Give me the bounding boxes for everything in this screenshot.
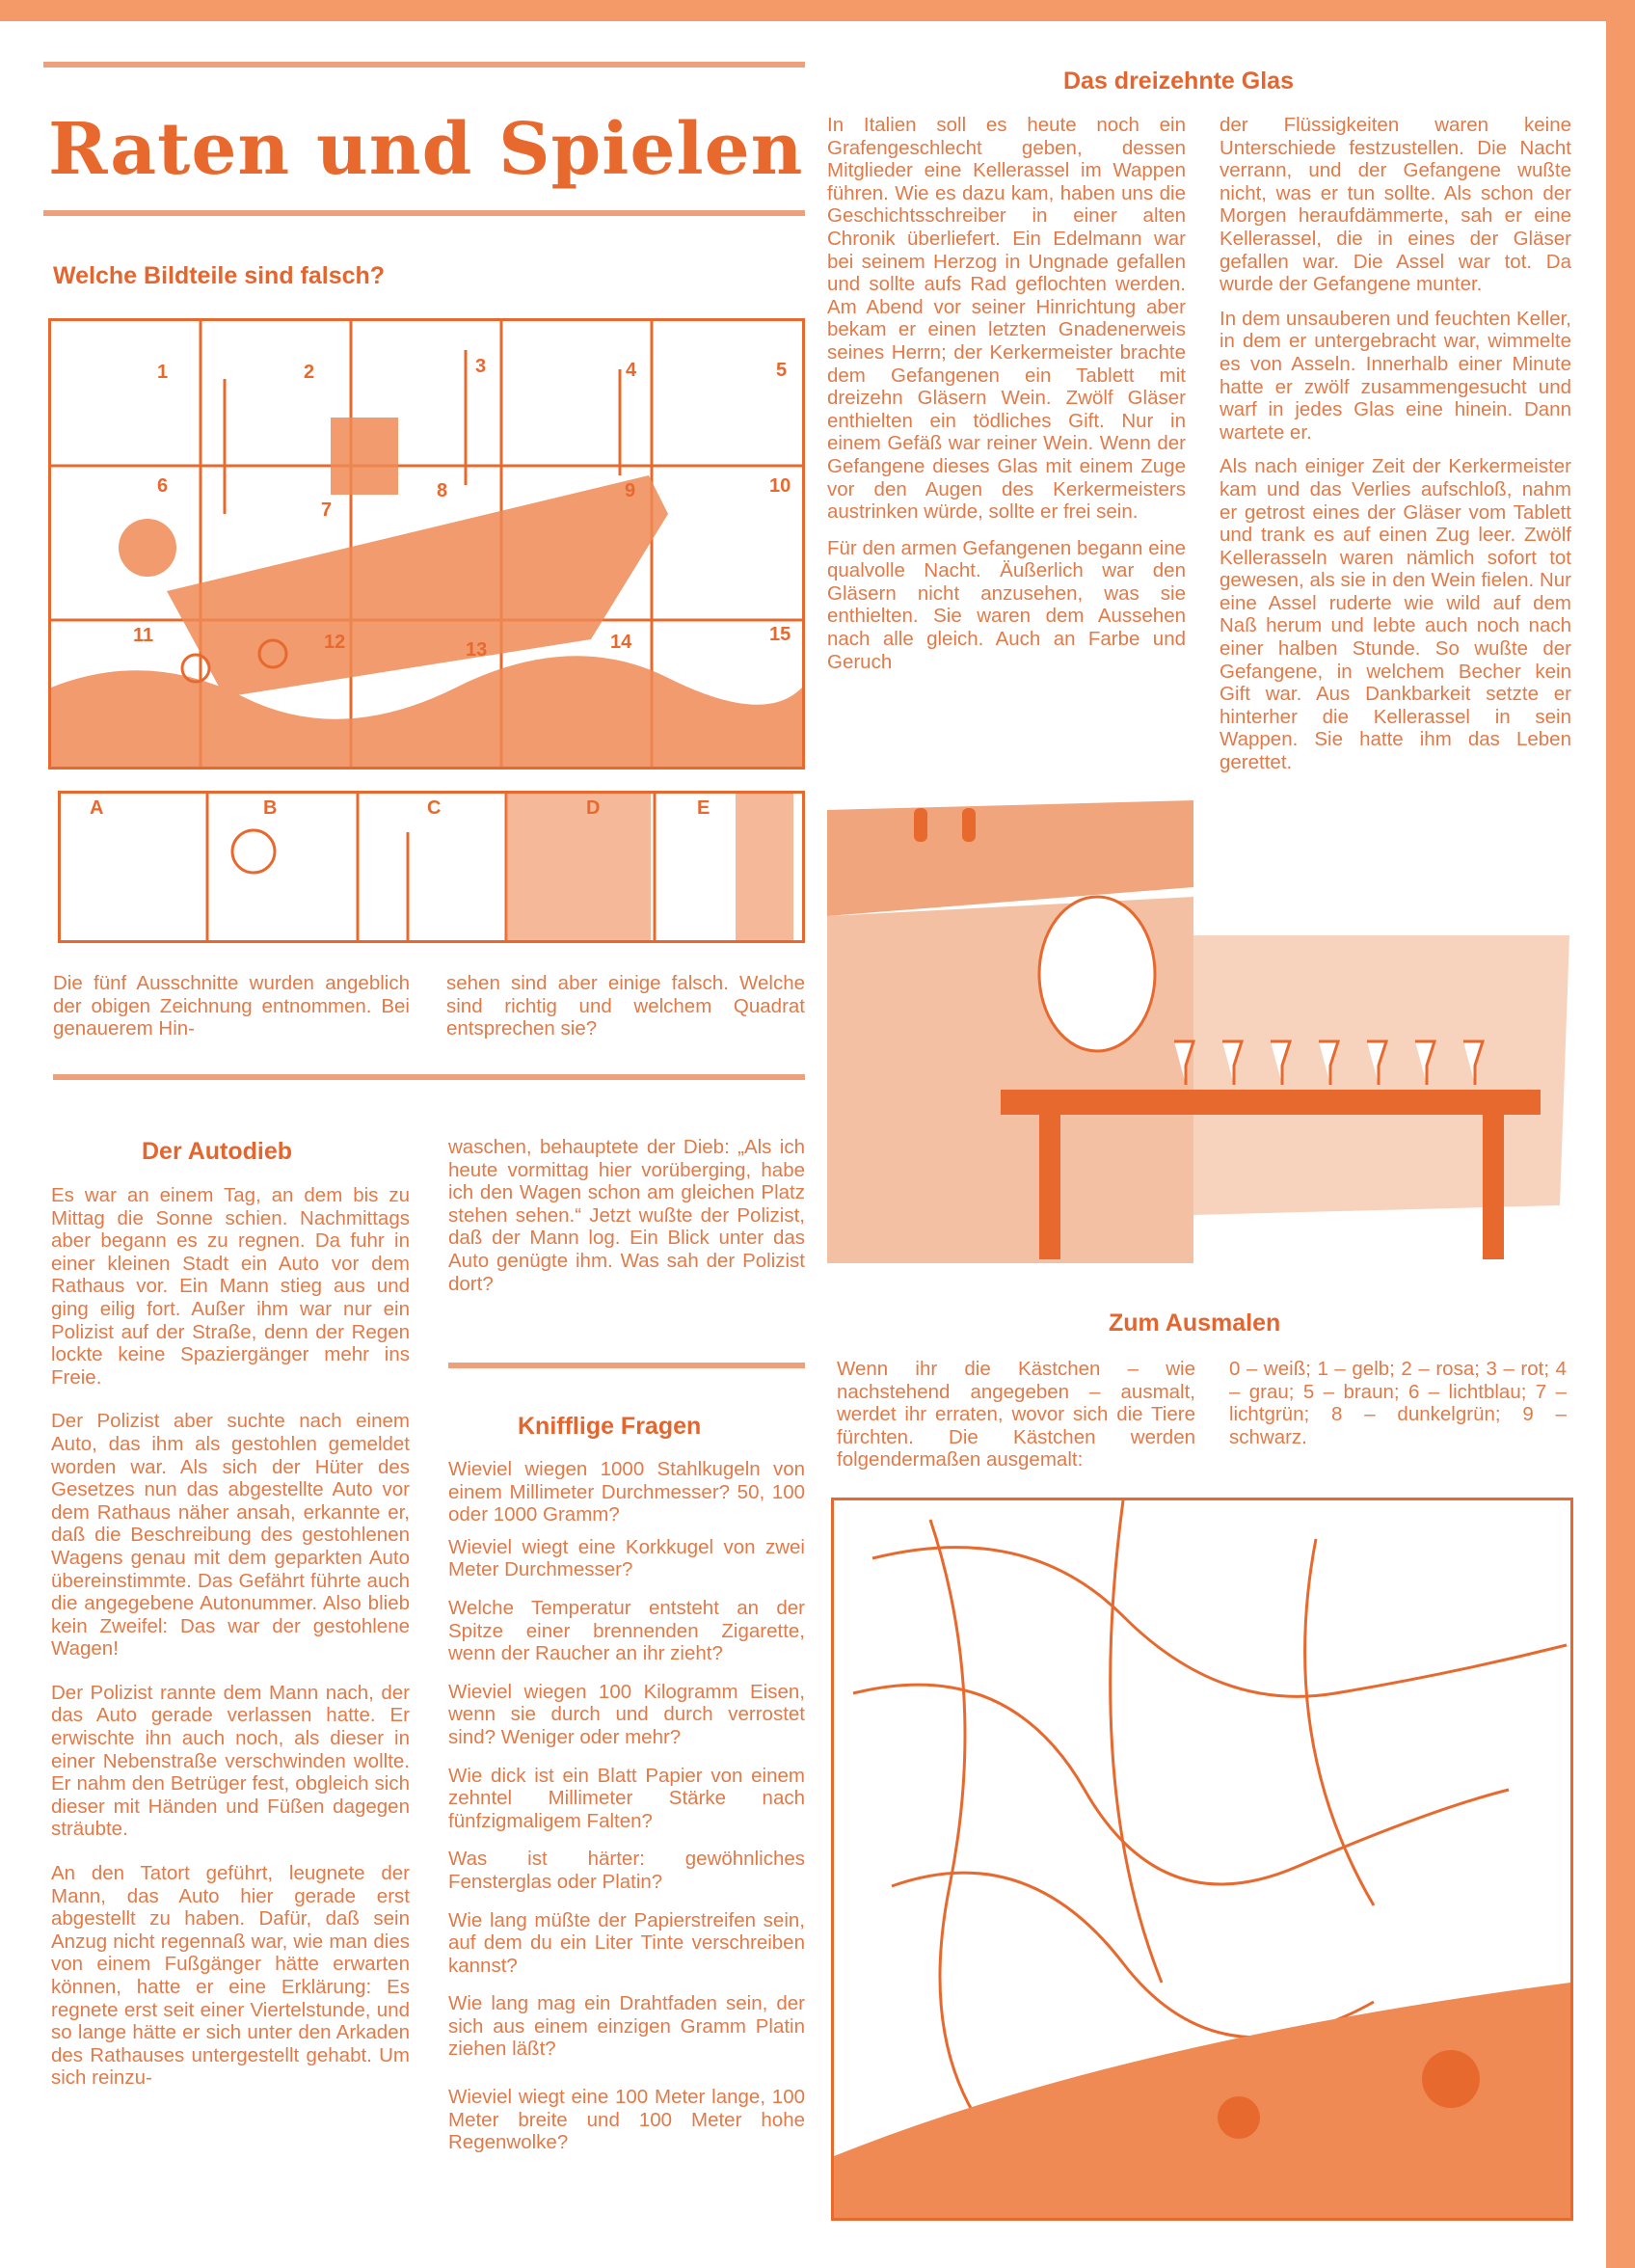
glas-paragraph: der Flüssigkeiten waren keine Unterschiede festzustellen. Die Nacht verrann, und der Gefangene wußte nicht, was er tun sollte. Als schon der Morgen heraufdämmerte, sah er eine Kellerassel, die in eines der Gläser gefallen war. Die Assel war tot. Da wurde der Gefangene munter.: [1220, 114, 1571, 296]
grid-number-9: 9: [625, 480, 636, 501]
color-key: 0 – weiß; 1 – gelb; 2 – rosa; 3 – rot; 4 – grau; 5 – braun; 6 – lichtblau; 7 – lichtgrün; 8 – dunkelgrün; 9 – schwarz.: [1229, 1358, 1567, 1448]
autodieb-paragraph: Es war an einem Tag, an dem bis zu Mittag die Sonne schien. Nachmittags aber begann es zu regnen. Da fuhr in einer kleinen Stadt ein Auto vor dem Rathaus vor. Ein Mann stieg aus und ging eilig fort. Außer ihm war nur ein Polizist auf der Straße, denn der Regen lockte keine Spaziergänger mehr ins Freie.: [51, 1184, 410, 1389]
section-rule: [53, 1074, 805, 1080]
grid-number-14: 14: [610, 632, 632, 653]
question-item: Wie lang mag ein Drahtfaden sein, der sich aus einem einzigen Gramm Platin ziehen läßt?: [448, 1992, 805, 2061]
ausmalen-heading: Zum Ausmalen: [1109, 1310, 1281, 1336]
page-title: Raten und Spielen: [48, 108, 804, 191]
fragen-heading: Knifflige Fragen: [518, 1413, 702, 1440]
ship-puzzle-image: [48, 318, 805, 770]
title-bottom-rule: [43, 210, 805, 216]
autodieb-paragraph: Der Polizist aber suchte nach einem Auto, das ihm als gestohlen gemeldet worden war. Als sich der Hüter des Gesetzes nun das abgestellte Auto vor dem Rathaus näher ansah, erkannte er, daß die Beschreibung des gestohlenen Wagens genau mit dem geparkten Auto übereinstimmte. Das Gefährt führte auch die angegebene Autonummer. Also blieb kein Zweifel: Das war der gestohlene Wagen!: [51, 1410, 410, 1660]
autodieb-col1: [51, 1184, 410, 2099]
autodieb-paragraph: An den Tatort geführt, leugnete der Mann, das Auto hier gerade erst abgestellt zu haben. Dafür, daß sein Anzug nicht regennaß war, wie man dies von einem Fußgänger hätte erwarten können, hatte er eine Erklärung: Es regnete erst seit einer Viertelstunde, und so lange hätte er sich unter den Arkaden des Rathauses untergestellt gehabt. Um sich reinzu-: [51, 1862, 410, 2090]
prisoner-illustration: [827, 800, 1579, 1282]
question-item: Wie dick ist ein Blatt Papier von einem zehntel Millimeter Stärke nach fünfzigmaligem Falten?: [448, 1764, 805, 1832]
autodieb-paragraph: Der Polizist rannte dem Mann nach, der das Auto gerade verlassen hatte. Er erwischte ihn auch noch, als dieser in einer Nebenstraße verschwinden wollte. Er nahm den Betrüger fest, obgleich sich dieser mit Händen und Füßen dagegen sträubte.: [51, 1681, 410, 1841]
coloring-picture: [831, 1498, 1573, 2221]
bildteile-heading: Welche Bildteile sind falsch?: [53, 262, 386, 289]
fragen-rule: [448, 1363, 805, 1368]
ausmalen-col2: [1229, 1358, 1567, 1458]
snippet-letter-a: A: [90, 797, 104, 819]
grid-number-5: 5: [776, 360, 788, 381]
grid-number-15: 15: [769, 624, 791, 645]
grid-number-13: 13: [466, 639, 488, 661]
snippet-letter-b: B: [263, 797, 278, 819]
title-top-rule: [43, 62, 805, 68]
bildteile-text-col2: [446, 972, 805, 1050]
question-item: Was ist härter: gewöhnliches Fensterglas oder Platin?: [448, 1848, 805, 1893]
glas-paragraph: In dem unsauberen und feuchten Keller, in dem er untergebracht war, wimmelte es von Asseln. Innerhalb einer Minute hatte er zwölf zusammengesucht und warf in jedes Glas eine hinein. Dann wartete er.: [1220, 307, 1571, 444]
grid-number-10: 10: [769, 475, 791, 497]
page-right-band: [1606, 0, 1635, 2268]
ausmalen-instructions: Wenn ihr die Kästchen – wie nachstehend angegeben – ausmalt, werdet ihr erraten, wovor sich die Tiere fürchten. Die Kästchen werden folgendermaßen ausgemalt:: [837, 1358, 1195, 1472]
question-item: Wieviel wiegt eine 100 Meter lange, 100 Meter breite und 100 Meter hohe Regenwolke?: [448, 2086, 805, 2154]
grid-number-4: 4: [626, 360, 637, 381]
glas-heading: Das dreizehnte Glas: [1063, 68, 1294, 94]
question-item: Wieviel wiegt eine Korkkugel von zwei Meter Durchmesser?: [448, 1535, 805, 1581]
glas-col1: [827, 114, 1186, 683]
snippet-letter-e: E: [697, 797, 710, 819]
snippet-letter-c: C: [427, 797, 442, 819]
fragen-list: [448, 1458, 805, 2164]
glas-col2: [1220, 114, 1571, 784]
grid-number-3: 3: [475, 356, 487, 377]
glas-paragraph: Für den armen Gefangenen begann eine qualvolle Nacht. Äußerlich war den Gläsern nicht anzusehen, was sie enthielten. Sie waren dem Aussehen nach alle gleich. Auch an Farbe und Geruch: [827, 536, 1186, 673]
glas-paragraph: In Italien soll es heute noch ein Grafengeschlecht geben, dessen Mitglieder eine Kellerassel im Wappen führen. Wie es dazu kam, haben uns die Geschichtsschreiber in einer alten Chronik überliefert. Ein Edelmann war bei seinem Herzog in Ungnade gefallen und sollte aufs Rad geflochten werden. Am Abend vor seiner Hinrichtung aber bekam er einen letzten Gnadenerweis seines Herrn; der Kerkermeister brachte dem Gefangenen ein Tablett mit dreizehn Gläsern Wein. Zwölf Gläser enthielten ein tödliches Gift. Nur in einem Gefäß war reiner Wein. Wenn der Gefangene dieses Glas mit einem Zuge vor den Augen des Kerkermeisters austrinken würde, sollte er frei sein.: [827, 114, 1186, 524]
question-item: Welche Temperatur entsteht an der Spitze einer brennenden Zigarette, wenn der Raucher an ihr zieht?: [448, 1596, 805, 1665]
grid-number-1: 1: [157, 362, 169, 383]
autodieb-heading: Der Autodieb: [142, 1138, 293, 1165]
coloring-drawing: [834, 1500, 1570, 2218]
grid-number-8: 8: [437, 480, 448, 501]
ship-drawing: [51, 321, 802, 767]
grid-number-2: 2: [304, 362, 315, 383]
bildteile-text-1: Die fünf Ausschnitte wurden angeblich der obigen Zeichnung entnommen. Bei genauerem Hin-: [53, 972, 410, 1040]
grid-number-12: 12: [324, 632, 346, 653]
snippet-letter-d: D: [586, 797, 601, 819]
bildteile-text-col1: [53, 972, 410, 1050]
grid-number-6: 6: [157, 475, 169, 497]
glas-paragraph: Als nach einiger Zeit der Kerkermeister kam und das Verlies aufschloß, nahm er getrost eines der Gläser vom Tablett und trank es auf einen Zug leer. Zwölf Kellerasseln waren nämlich sofort tot gewesen, als sie in den Wein fielen. Nur eine Assel ruderte wie wild auf dem Naß herum und lebte auch noch nach einer halben Stunde. So wußte der Gefangene, in welchem Becher kein Gift war. Aus Dankbarkeit setzte er hinterher die Kellerassel in sein Wappen. Sie hatte ihm das Leben gerettet.: [1220, 455, 1571, 774]
snippets-strip: [58, 791, 805, 943]
page-top-band: [0, 0, 1635, 21]
question-item: Wieviel wiegen 100 Kilogramm Eisen, wenn sie durch und durch verrostet sind? Weniger oder mehr?: [448, 1680, 805, 1748]
autodieb-paragraph: waschen, behauptete der Dieb: „Als ich heute vormittag hier vorüberging, habe ich den Wagen schon am gleichen Platz stehen sehen.“ Jetzt wußte der Polizist, daß der Mann log. Ein Blick unter das Auto genügte ihm. Was sah der Polizist dort?: [448, 1136, 805, 1295]
autodieb-col2: [448, 1136, 805, 1305]
ausmalen-col1: [837, 1358, 1195, 1481]
grid-number-7: 7: [321, 500, 333, 521]
question-item: Wie lang müßte der Papierstreifen sein, auf dem du ein Liter Tinte verschreiben kannst?: [448, 1908, 805, 1977]
grid-number-11: 11: [133, 625, 154, 646]
question-item: Wieviel wiegen 1000 Stahlkugeln von einem Millimeter Durchmesser? 50, 100 oder 1000 Gramm?: [448, 1458, 805, 1526]
bildteile-text-2: sehen sind aber einige falsch. Welche sind richtig und welchem Quadrat entsprechen sie?: [446, 972, 805, 1040]
